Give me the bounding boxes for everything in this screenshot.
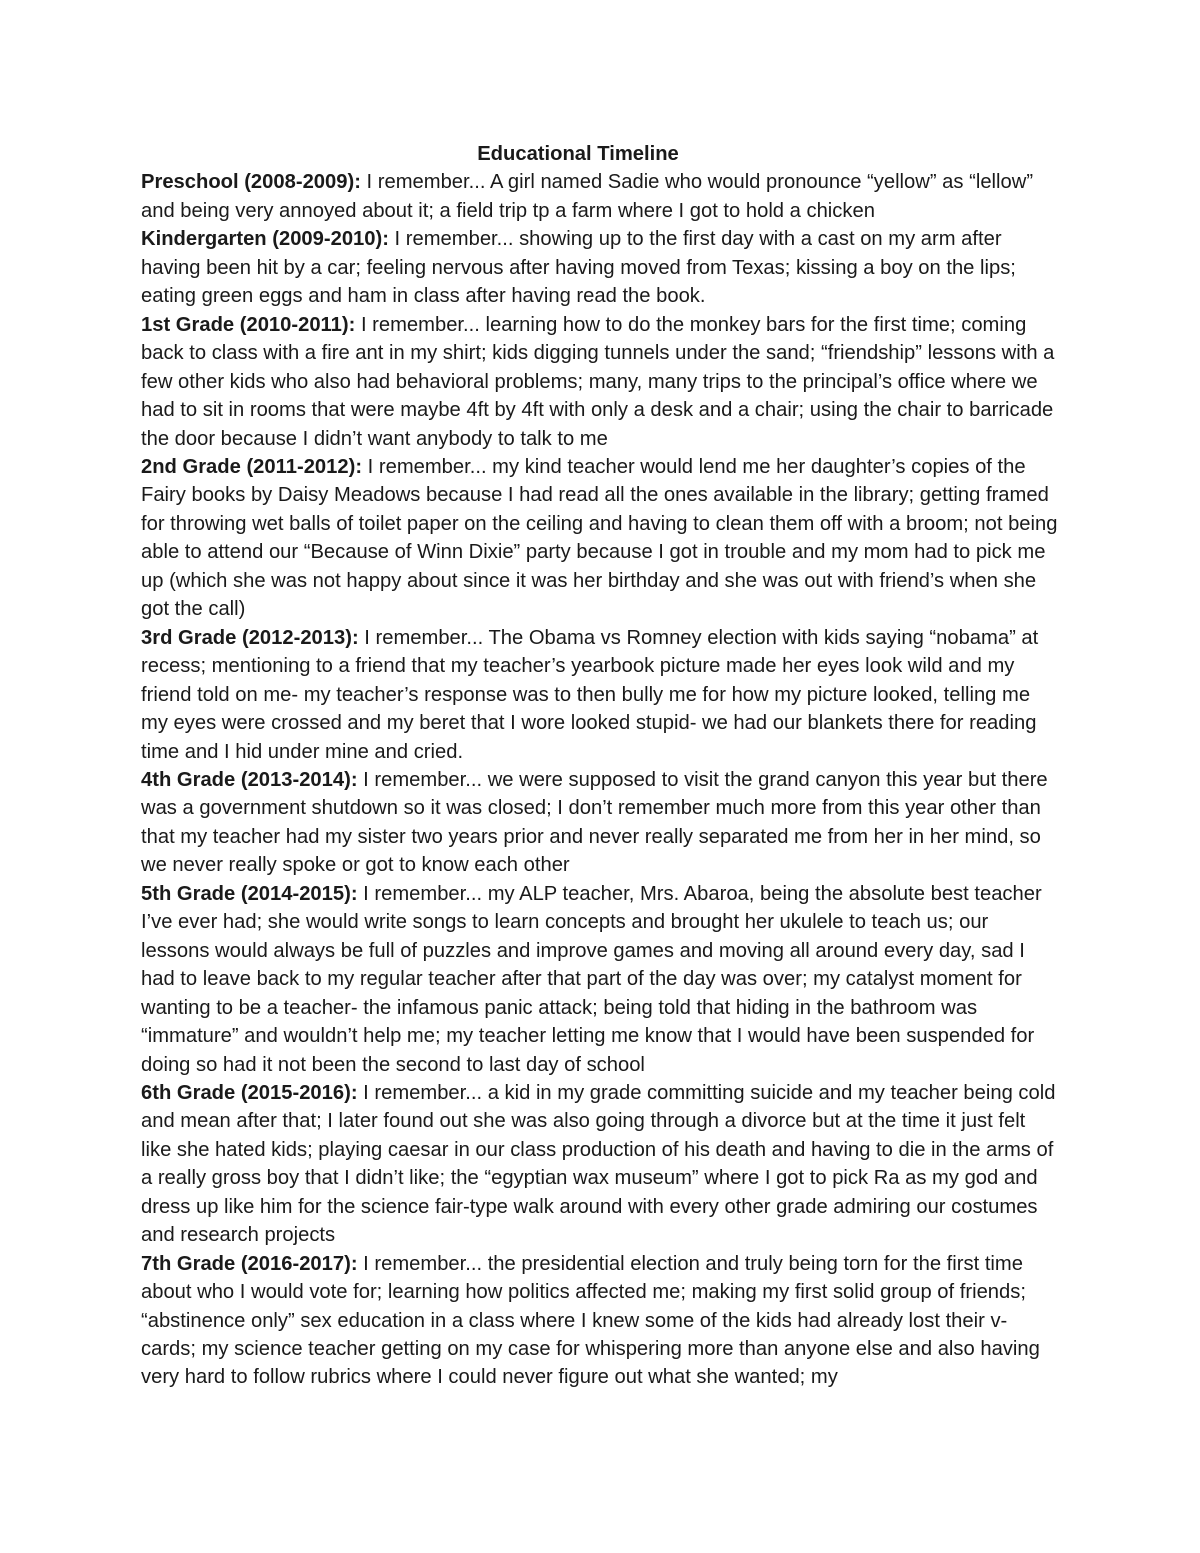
entry-text: I remember... A girl named Sadie who would pronounce “yellow” as “lellow” and being very annoyed about it; a field trip tp a farm where I got to hold a chicken <box>141 171 1034 222</box>
entry-label: 3rd Grade (2012-2013): <box>141 626 359 649</box>
timeline-entry-2nd-grade <box>141 453 1061 624</box>
timeline-entry-kindergarten <box>141 225 1061 310</box>
entry-text: I remember... my kind teacher would lend me her daughter’s copies of the Fairy books by Daisy Meadows because I had read all the ones available in the library; getting framed for throwing wet balls of toilet paper on the ceiling and having to clean them off with a broom; not being able to attend our “Because of Winn Dixie” party because I got in trouble and my mom had to pick me up (which she was not happy about since it was her birthday and she was out with friend’s when she got the call) <box>141 455 1058 621</box>
entry-text: I remember... we were supposed to visit the grand canyon this year but there was a government shutdown so it was closed; I don’t remember much more from this year other than that my teacher had my sister two years prior and never really separated me from her in her mind, so we never really spoke or got to know each other <box>141 768 1048 877</box>
entry-text: I remember... my ALP teacher, Mrs. Abaroa, being the absolute best teacher I’ve ever had; she would write songs to learn concepts and brought her ukulele to teach us; our lessons would always be full of puzzles and improve games and moving all around every day, sad I had to leave back to my regular teacher after that part of the day was over; my catalyst moment for wanting to be a teacher- the infamous panic attack; being told that hiding in the bathroom was “immature” and wouldn’t help me; my teacher letting me know that I would have been suspended for doing so had it not been the second to last day of school <box>141 882 1042 1076</box>
timeline-entry-5th-grade <box>141 880 1061 1079</box>
entry-label: 4th Grade (2013-2014): <box>141 768 358 791</box>
document-title: Educational Timeline <box>477 143 679 165</box>
entry-text: I remember... a kid in my grade committing suicide and my teacher being cold and mean after that; I later found out she was also going through a divorce but at the time it just felt like she hated kids; playing caesar in our class production of his death and having to die in the arms of a really gross boy that I didn’t like; the “egyptian wax museum” where I got to pick Ra as my god and dress up like him for the science fair-type walk around with every other grade admiring our costumes and research projects <box>141 1081 1056 1247</box>
timeline-entry-4th-grade <box>141 766 1061 880</box>
document-page <box>141 140 1061 1392</box>
entry-label: 1st Grade (2010-2011): <box>141 313 356 336</box>
entry-text: I remember... learning how to do the monkey bars for the first time; coming back to class with a fire ant in my shirt; kids digging tunnels under the sand; “friendship” lessons with a few other kids who also had behavioral problems; many, many trips to the principal’s office where we had to sit in rooms that were maybe 4ft by 4ft with only a desk and a chair; using the chair to barricade the door because I didn’t want anybody to talk to me <box>141 313 1055 450</box>
entry-text: I remember... showing up to the first day with a cast on my arm after having been hit by a car; feeling nervous after having moved from Texas; kissing a boy on the lips; eating green eggs and ham in class after having read the book. <box>141 228 1016 308</box>
entry-label: 2nd Grade (2011-2012): <box>141 455 363 478</box>
entry-label: Preschool (2008-2009): <box>141 171 361 194</box>
entry-label: 5th Grade (2014-2015): <box>141 882 358 905</box>
entry-label: 6th Grade (2015-2016): <box>141 1081 358 1104</box>
entry-label: Kindergarten (2009-2010): <box>141 228 389 251</box>
entry-label: 7th Grade (2016-2017): <box>141 1252 358 1275</box>
timeline-entry-1st-grade <box>141 311 1061 453</box>
timeline-entry-preschool <box>141 168 1061 225</box>
entry-text: I remember... The Obama vs Romney election with kids saying “nobama” at recess; mentioning to a friend that my teacher’s yearbook picture made her eyes look wild and my friend told on me- my teacher’s response was to then bully me for how my picture looked, telling me my eyes were crossed and my beret that I wore looked stupid- we had our blankets there for reading time and I hid under mine and cried. <box>141 626 1039 763</box>
timeline-entry-3rd-grade <box>141 624 1061 766</box>
entry-text: I remember... the presidential election and truly being torn for the first time about who I would vote for; learning how politics affected me; making my first solid group of friends; “abstinence only” sex education in a class where I knew some of the kids had already lost their v-cards; my science teacher getting on my case for whispering more than anyone else and also having very hard to follow rubrics where I could never figure out what she wanted; my <box>141 1252 1040 1389</box>
timeline-entry-7th-grade <box>141 1250 1061 1392</box>
timeline-entry-6th-grade <box>141 1079 1061 1250</box>
